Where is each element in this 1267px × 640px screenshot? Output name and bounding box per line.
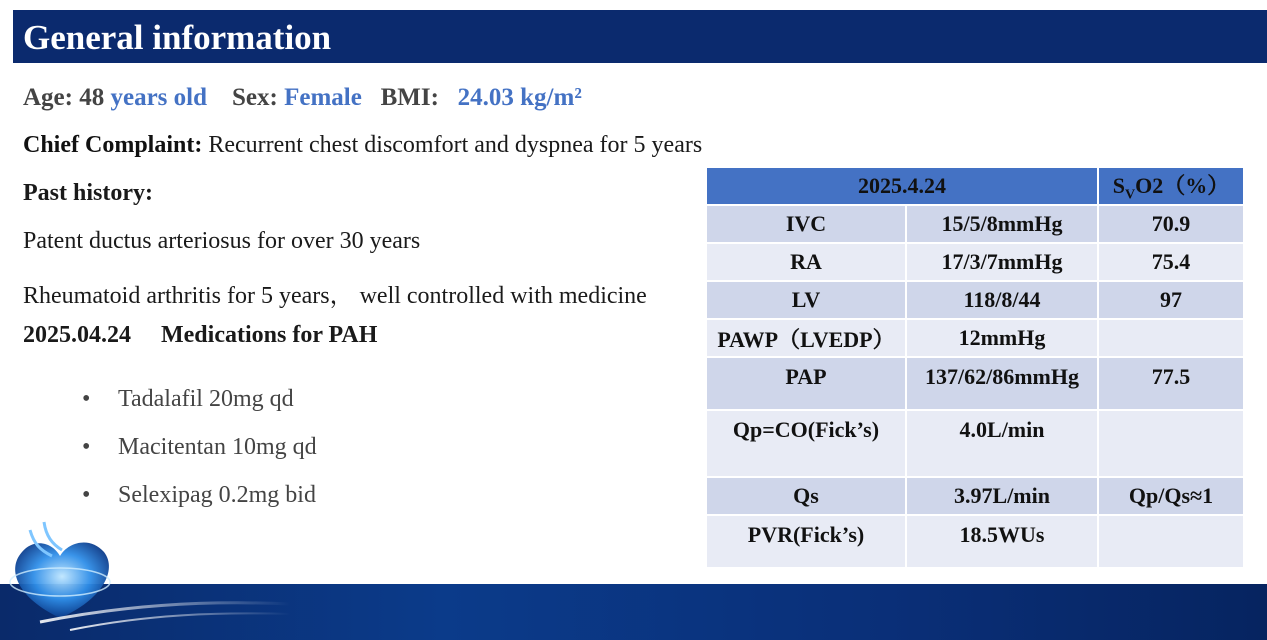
sex-value: Female <box>284 84 362 111</box>
medications-heading <box>23 322 377 349</box>
complaint-label: Chief Complaint: <box>23 132 203 158</box>
svo2-cell: 97 <box>1098 281 1244 319</box>
param-cell: LV <box>706 281 906 319</box>
title-bar <box>13 10 1267 63</box>
svo2-cell: Qp/Qs≈1 <box>1098 477 1244 515</box>
bmi-label: BMI: <box>380 84 439 111</box>
bmi-value: 24.03 kg/m² <box>457 84 582 111</box>
table-row <box>706 319 1244 357</box>
medication-list <box>80 386 317 530</box>
medication-text: Tadalafil 20mg qd <box>118 386 294 412</box>
history-item: Patent ductus arteriosus for over 30 years <box>23 228 421 254</box>
medications-date: 2025.04.24 <box>23 322 131 348</box>
age-unit: years old <box>110 84 208 111</box>
table-row <box>706 477 1244 515</box>
medication-text: Macitentan 10mg qd <box>118 434 317 460</box>
table-header-row <box>706 167 1244 205</box>
param-cell: RA <box>706 243 906 281</box>
page-title: General information <box>23 18 332 57</box>
param-cell: PAP <box>706 357 906 410</box>
svo2-cell: 70.9 <box>1098 205 1244 243</box>
table-row <box>706 281 1244 319</box>
sex-label: Sex: <box>232 84 278 111</box>
hemodynamics-table <box>705 166 1245 569</box>
table-row <box>706 357 1244 410</box>
value-cell: 3.97L/min <box>906 477 1098 515</box>
svo2-cell <box>1098 410 1244 477</box>
medication-item <box>80 386 317 434</box>
bullet-dot: • <box>82 386 91 412</box>
table-row <box>706 515 1244 568</box>
age-value: 48 <box>79 84 105 111</box>
medication-text: Selexipag 0.2mg bid <box>118 482 316 508</box>
value-cell: 137/62/86mmHg <box>906 357 1098 410</box>
patient-info-line <box>23 84 582 112</box>
age-label: Age: <box>23 84 73 111</box>
value-cell: 4.0L/min <box>906 410 1098 477</box>
value-cell: 18.5WUs <box>906 515 1098 568</box>
history-item: Rheumatoid arthritis for 5 years， well controlled with medicine <box>23 283 647 309</box>
svo2-cell <box>1098 319 1244 357</box>
value-cell: 12mmHg <box>906 319 1098 357</box>
table-header-date: 2025.4.24 <box>706 167 1098 205</box>
param-cell: IVC <box>706 205 906 243</box>
table-row <box>706 410 1244 477</box>
heart-logo-icon <box>0 510 300 640</box>
value-cell: 118/8/44 <box>906 281 1098 319</box>
svo2-cell <box>1098 515 1244 568</box>
table-header-svo2: $S_VO2(\%)$ <box>1098 167 1244 205</box>
value-cell: 17/3/7mmHg <box>906 243 1098 281</box>
chief-complaint <box>23 132 702 159</box>
past-history-label: Past history: <box>23 180 153 206</box>
param-cell: Qs <box>706 477 906 515</box>
svo2-cell: 75.4 <box>1098 243 1244 281</box>
medication-item <box>80 434 317 482</box>
svo2-cell: 77.5 <box>1098 357 1244 410</box>
value-cell: 15/5/8mmHg <box>906 205 1098 243</box>
param-cell: PVR(Fick’s) <box>706 515 906 568</box>
param-cell: PAWP（LVEDP） <box>706 319 906 357</box>
bullet-dot: • <box>82 482 91 508</box>
table-row <box>706 205 1244 243</box>
table-row <box>706 243 1244 281</box>
param-cell: Qp=CO(Fick’s) <box>706 410 906 477</box>
complaint-text: Recurrent chest discomfort and dyspnea for 5 years <box>208 132 703 158</box>
bullet-dot: • <box>82 434 91 460</box>
medications-title: Medications for PAH <box>161 322 378 348</box>
